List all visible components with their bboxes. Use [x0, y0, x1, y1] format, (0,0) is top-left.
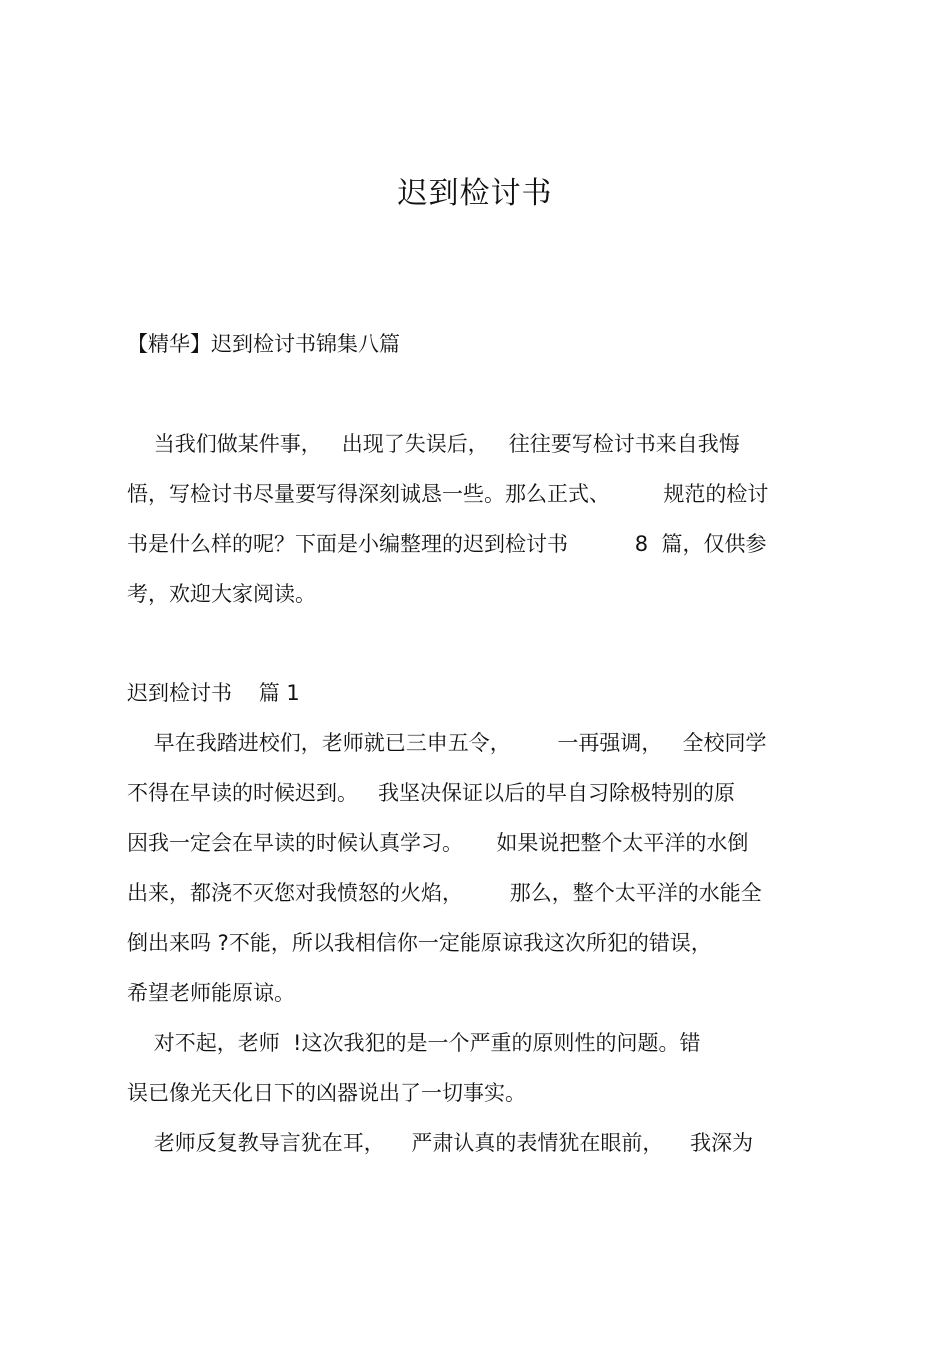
intro-line-2: 悟，写检讨书尽量要写得深刻诚恳一些。那么正式、 规范的检讨 — [127, 482, 769, 506]
body-line-5: 倒出来吗 ?不能，所以我相信你一定能原谅我这次所犯的错误， — [127, 931, 712, 955]
intro-line-3: 书是什么样的呢？下面是小编整理的迟到检讨书 8 篇，仅供参 — [127, 532, 767, 556]
intro-line-1: 当我们做某件事， 出现了失误后， 往往要写检讨书来自我悔 — [127, 432, 740, 456]
body-line-9: 老师反复教导言犹在耳， 严肃认真的表情犹在眼前， 我深为 — [127, 1131, 754, 1155]
section-heading: 迟到检讨书 篇 1 — [127, 681, 300, 705]
body-line-4: 出来，都浇不灭您对我愤怒的火焰， 那么，整个太平洋的水能全 — [127, 881, 762, 905]
body-line-7: 对不起，老师 !这次我犯的是一个严重的原则性的问题。错 — [127, 1031, 701, 1055]
document-subtitle: 【精华】迟到检讨书锦集八篇 — [127, 332, 400, 356]
body-line-8: 误已像光天化日下的凶器说出了一切事实。 — [127, 1081, 526, 1105]
document-title: 迟到检讨书 — [397, 176, 553, 211]
body-line-6: 希望老师能原谅。 — [127, 981, 295, 1005]
intro-line-4: 考，欢迎大家阅读。 — [127, 582, 316, 606]
body-line-3: 因我一定会在早读的时候认真学习。 如果说把整个太平洋的水倒 — [127, 831, 749, 855]
body-line-1: 早在我踏进校们，老师就已三申五令， 一再强调， 全校同学 — [127, 731, 767, 755]
body-line-2: 不得在早读的时候迟到。 我坚决保证以后的早自习除极特别的原 — [127, 781, 736, 805]
